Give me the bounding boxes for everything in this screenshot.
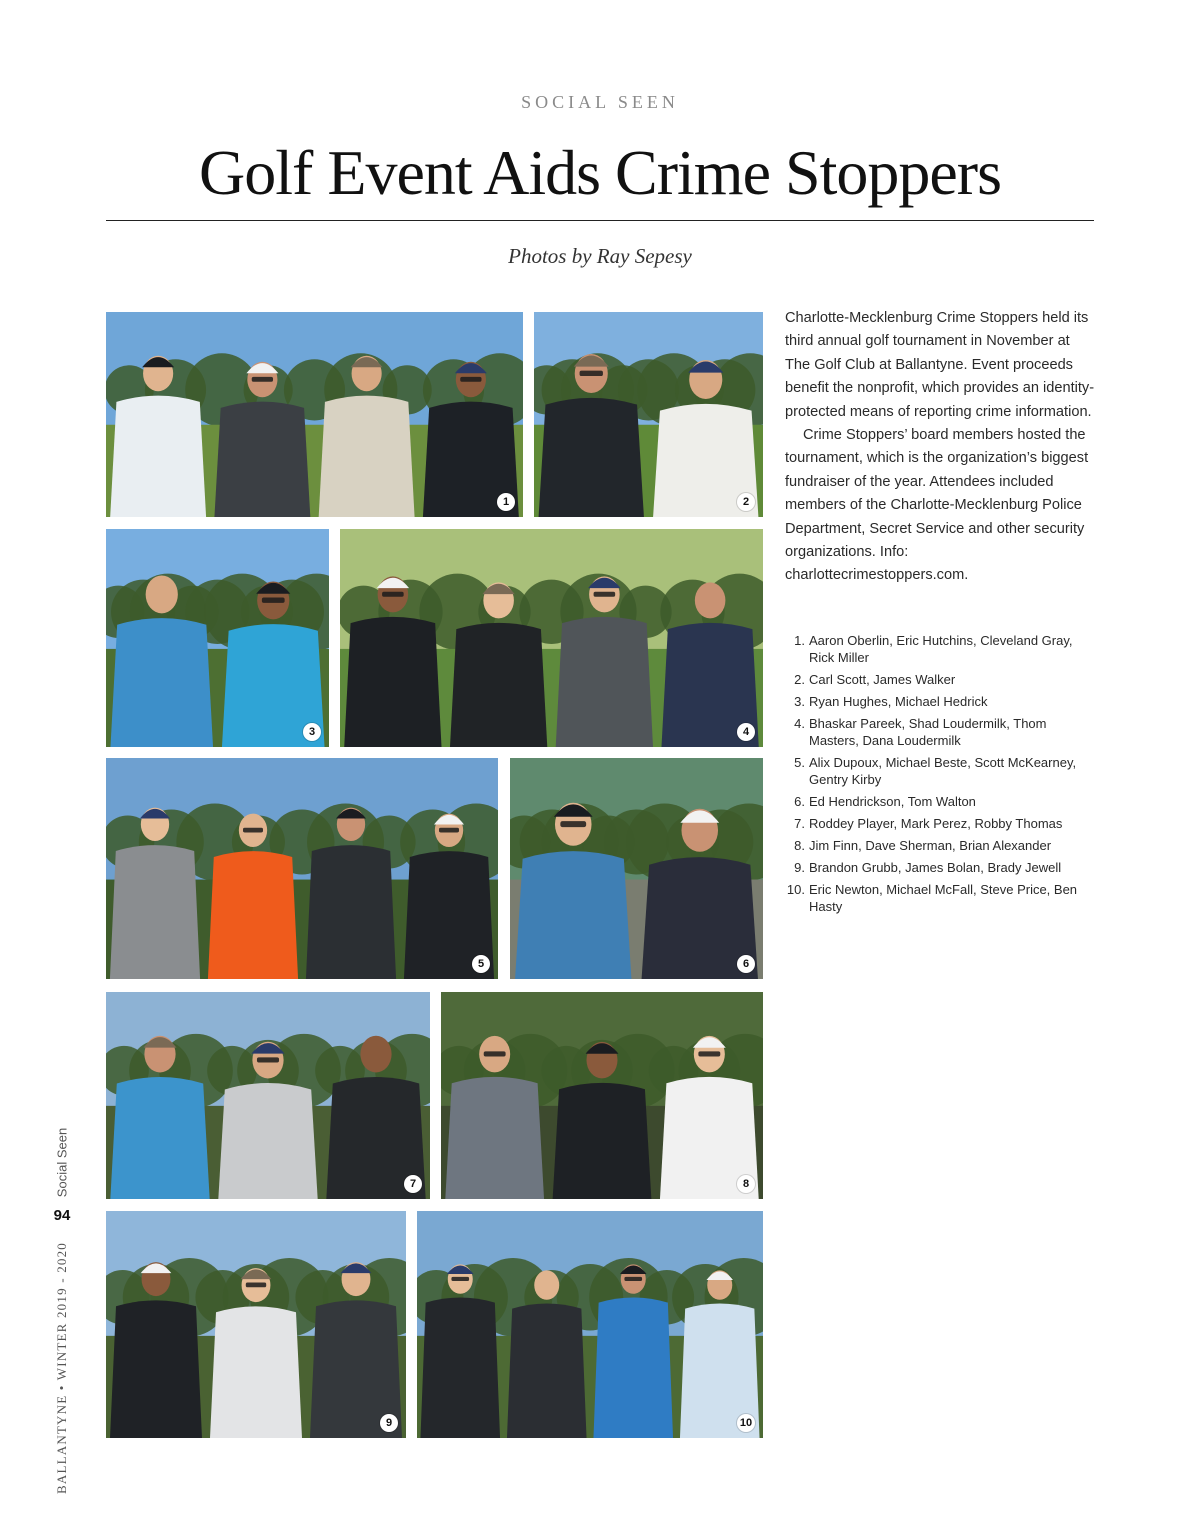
person-shirt bbox=[110, 618, 213, 747]
photo-7 bbox=[106, 992, 430, 1199]
caption-number: 4. bbox=[794, 716, 805, 731]
person-shirt bbox=[110, 1300, 202, 1438]
caption-number: 2. bbox=[794, 672, 805, 687]
caption-item bbox=[785, 837, 1095, 854]
person-shirt bbox=[344, 617, 441, 747]
caption-item bbox=[785, 859, 1095, 876]
caption-number: 5. bbox=[794, 755, 805, 770]
sidebar-masthead: BALLANTYNE • WINTER 2019 - 2020 bbox=[54, 1242, 69, 1495]
person-shirt bbox=[507, 1303, 587, 1438]
caption-names: Bhaskar Pareek, Shad Loudermilk, Thom Masters, Dana Loudermilk bbox=[809, 716, 1047, 748]
photo-image bbox=[441, 992, 763, 1199]
caption-item bbox=[785, 793, 1095, 810]
photo-image bbox=[340, 529, 763, 747]
person-shirt bbox=[515, 851, 631, 979]
caption-item bbox=[785, 881, 1095, 915]
caption-item bbox=[785, 632, 1095, 666]
photo-number-badge: 8 bbox=[737, 1175, 755, 1193]
photo-image bbox=[417, 1211, 763, 1438]
photo-2 bbox=[534, 312, 763, 517]
person-shirt bbox=[306, 845, 396, 979]
person-sunglasses bbox=[243, 828, 263, 833]
page-title: Golf Event Aids Crime Stoppers bbox=[199, 137, 1001, 208]
person-shirt bbox=[593, 1297, 673, 1438]
person-shirt bbox=[218, 1083, 317, 1199]
photo-image bbox=[106, 312, 523, 517]
photo-image bbox=[106, 758, 498, 979]
person-shirt bbox=[420, 1297, 500, 1438]
photo-captions bbox=[785, 632, 1095, 920]
title-rule bbox=[106, 220, 1094, 221]
caption-item bbox=[785, 815, 1095, 832]
section-label: SOCIAL SEEN bbox=[521, 92, 679, 112]
photo-number-badge: 1 bbox=[497, 493, 515, 511]
person-shirt bbox=[110, 845, 200, 979]
photo-number-badge: 2 bbox=[737, 493, 755, 511]
caption-item bbox=[785, 715, 1095, 749]
caption-names: Ryan Hughes, Michael Hedrick bbox=[809, 694, 988, 709]
person-shirt bbox=[214, 402, 310, 517]
sidebar-section-label: Social Seen bbox=[54, 1127, 70, 1198]
person-shirt bbox=[110, 1077, 209, 1199]
person-sunglasses bbox=[252, 377, 273, 382]
caption-names: Ed Hendrickson, Tom Walton bbox=[809, 794, 976, 809]
photo-number-badge: 4 bbox=[737, 723, 755, 741]
person-sunglasses bbox=[382, 592, 404, 597]
caption-item bbox=[785, 693, 1095, 710]
person-sunglasses bbox=[698, 1051, 720, 1056]
photo-3 bbox=[106, 529, 329, 747]
article-paragraph: Charlotte-Mecklenburg Crime Stoppers held its third annual golf tournament in November at The Golf Club at Ballantyne. Event proceeds benefit the nonprofit, which provides an identity-protected means of reporting crime information. bbox=[785, 310, 1095, 420]
caption-names: Alix Dupoux, Michael Beste, Scott McKearney, Gentry Kirby bbox=[809, 755, 1077, 787]
person-shirt bbox=[553, 1083, 652, 1199]
photo-number-badge: 7 bbox=[404, 1175, 422, 1193]
caption-names: Roddey Player, Mark Perez, Robby Thomas bbox=[809, 816, 1063, 831]
photo-credit: Photos by Ray Sepesy bbox=[508, 244, 692, 268]
photo-number-badge: 10 bbox=[737, 1414, 755, 1432]
person-shirt bbox=[208, 851, 298, 979]
photo-number-badge: 6 bbox=[737, 955, 755, 973]
person-shirt bbox=[110, 396, 206, 517]
person-shirt bbox=[319, 396, 415, 517]
person-shirt bbox=[445, 1077, 544, 1199]
photo-8 bbox=[441, 992, 763, 1199]
photo-1 bbox=[106, 312, 523, 517]
person-sunglasses bbox=[451, 1277, 469, 1281]
caption-number: 7. bbox=[794, 816, 805, 831]
photo-number-badge: 3 bbox=[303, 723, 321, 741]
person-shirt bbox=[556, 617, 653, 747]
caption-number: 6. bbox=[794, 794, 805, 809]
article-paragraph: Crime Stoppers’ board members hosted the tournament, which is the organization’s biggest fundraiser of the year. Attendees included members of the Charlotte-Mecklenburg Police Department, Secret Service and other security organizations. Info: charlottecrimestoppers.com. bbox=[785, 427, 1089, 584]
person-shirt bbox=[210, 1306, 302, 1438]
caption-names: Aaron Oberlin, Eric Hutchins, Cleveland Gray, Rick Miller bbox=[809, 633, 1073, 665]
photo-image bbox=[106, 992, 430, 1199]
caption-names: Carl Scott, James Walker bbox=[809, 672, 956, 687]
caption-names: Eric Newton, Michael McFall, Steve Price, Ben Hasty bbox=[809, 882, 1078, 914]
person-sunglasses bbox=[246, 1283, 266, 1288]
caption-number: 8. bbox=[794, 838, 805, 853]
photo-number-badge: 5 bbox=[472, 955, 490, 973]
person-sunglasses bbox=[560, 821, 586, 827]
photo-image bbox=[534, 312, 763, 517]
person-sunglasses bbox=[262, 598, 285, 603]
photo-image bbox=[106, 529, 329, 747]
caption-number: 10. bbox=[786, 882, 805, 897]
person-sunglasses bbox=[580, 371, 603, 376]
photo-6 bbox=[510, 758, 763, 979]
person-sunglasses bbox=[594, 592, 616, 597]
person-sunglasses bbox=[439, 828, 459, 833]
photo-image bbox=[106, 1211, 406, 1438]
photo-9 bbox=[106, 1211, 406, 1438]
caption-item bbox=[785, 671, 1095, 688]
article-text bbox=[785, 307, 1095, 588]
photo-number-badge: 9 bbox=[380, 1414, 398, 1432]
page-number: 94 bbox=[53, 1207, 71, 1224]
person-sunglasses bbox=[624, 1277, 642, 1281]
caption-number: 3. bbox=[794, 694, 805, 709]
photo-4 bbox=[340, 529, 763, 747]
caption-number: 9. bbox=[794, 860, 805, 875]
photo-10 bbox=[417, 1211, 763, 1438]
caption-item bbox=[785, 754, 1095, 788]
caption-number: 1. bbox=[794, 633, 805, 648]
person-sunglasses bbox=[257, 1057, 279, 1062]
person-shirt bbox=[450, 623, 547, 747]
photo-image bbox=[510, 758, 763, 979]
caption-names: Jim Finn, Dave Sherman, Brian Alexander bbox=[809, 838, 1052, 853]
caption-names: Brandon Grubb, James Bolan, Brady Jewell bbox=[809, 860, 1062, 875]
photo-5 bbox=[106, 758, 498, 979]
person-shirt bbox=[539, 398, 644, 517]
person-sunglasses bbox=[484, 1051, 506, 1056]
person-sunglasses bbox=[460, 377, 481, 382]
